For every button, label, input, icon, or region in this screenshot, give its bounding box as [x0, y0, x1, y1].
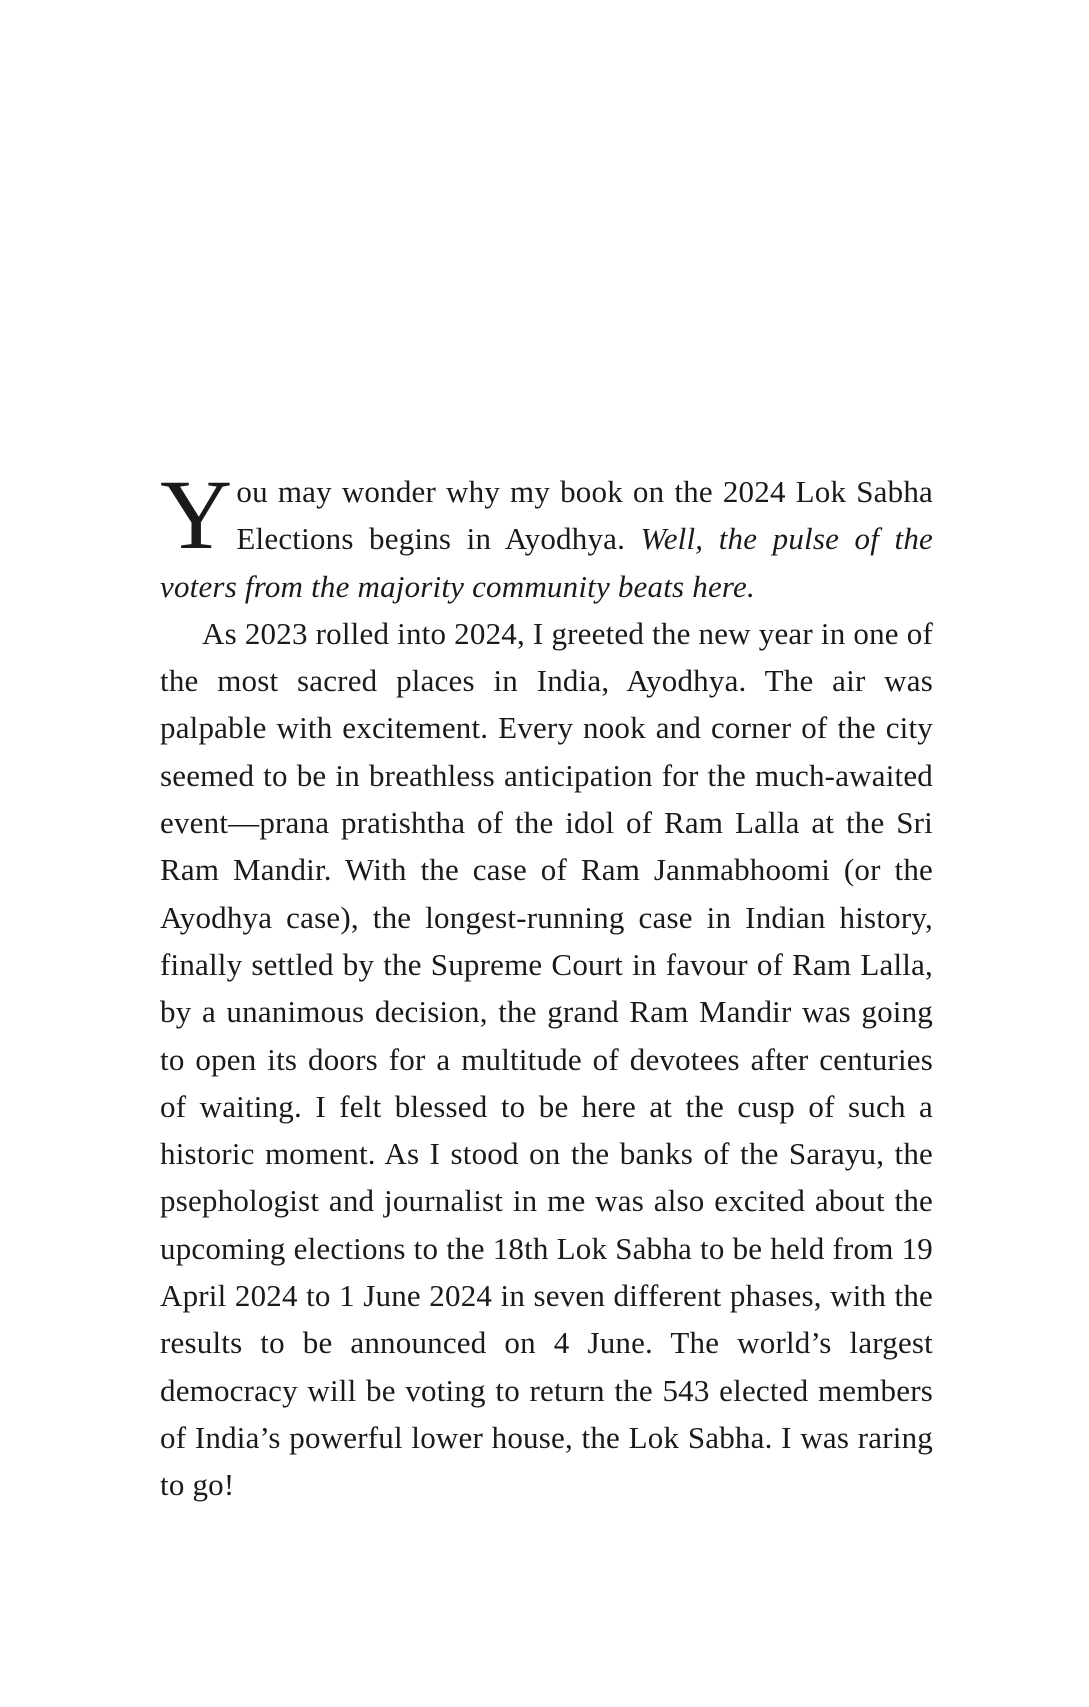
body-text	[160, 459, 933, 1509]
drop-cap: Y	[160, 459, 233, 570]
opening-paragraph	[160, 459, 933, 610]
second-paragraph: As 2023 rolled into 2024, I greeted the new year in one of the most sacred places in India, Ayodhya. The air was palpable with excitement. Every nook and corner of the city seemed to be in breathless anticipation for the much-awaited event—prana pratishtha of the idol of Ram Lalla at the Sri Ram Mandir. With the case of Ram Janmabhoomi (or the Ayodhya case), the longest-running case in Indian history, finally settled by the Supreme Court in favour of Ram Lalla, by a unanimous decision, the grand Ram Mandir was going to open its doors for a multitude of devotees after centuries of waiting. I felt blessed to be here at the cusp of such a historic moment. As I stood on the banks of the Sarayu, the psephologist and journalist in me was also excited about the upcoming elections to the 18th Lok Sabha to be held from 19 April 2024 to 1 June 2024 in seven different phases, with the results to be announced on 4 June. The world’s largest democracy will be voting to return the 543 elected members of India’s powerful lower house, the Lok Sabha. I was raring to go!	[160, 615, 933, 1503]
opening-italic-text: Well, the pulse of the voters from the majority community beats here.	[160, 521, 933, 604]
opening-text: ou may wonder why my book on the 2024 Lok Sabha Elections begins in Ayodhya.	[236, 474, 933, 557]
